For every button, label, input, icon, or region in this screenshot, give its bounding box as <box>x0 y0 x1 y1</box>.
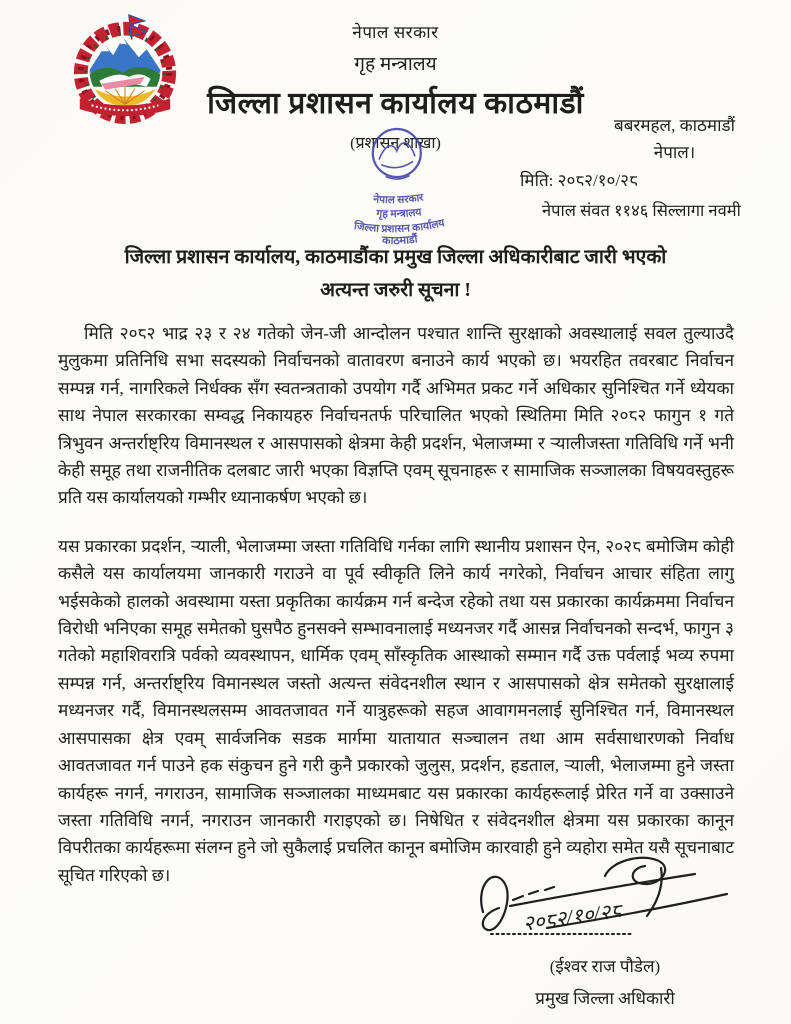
stamp-line2: गृह मन्त्रालय <box>376 207 423 221</box>
date-block <box>520 168 741 221</box>
svg-text:नेपाल सरकार <box>372 190 426 207</box>
address-line2: नेपाल। <box>653 143 696 162</box>
signature-block <box>452 850 758 1009</box>
branch-line: (प्रशासन शाखा) <box>350 135 441 152</box>
notice-title-line2: अत्यन्त जरुरी सूचना ! <box>320 280 471 301</box>
notice-title-line1: जिल्ला प्रशासन कार्यालय, काठमाडौंका प्रमुख जिल्ला अधिकारीबाट जारी भएको <box>124 247 667 268</box>
ministry-line: गृह मन्त्रालय <box>354 54 437 75</box>
svg-text:गृह मन्त्रालय <box>375 207 423 221</box>
date-line: मिति: २०८२/१०/२८ <box>520 171 638 190</box>
notice-title <box>0 241 791 307</box>
address-block <box>614 112 735 166</box>
signatory-designation: प्रमुख जिल्ला अधिकारी <box>535 989 675 1008</box>
stamp-line3: जिल्ला प्रशासन कार्यालय <box>353 217 446 236</box>
nepal-sambat-line: नेपाल संवत ११४६ सिल्लागा नवमी <box>542 201 741 220</box>
address-line1: बबरमहल, काठमाडौं <box>614 116 735 135</box>
signature-handwritten-date: २०८२/१०/२८ <box>521 898 623 936</box>
office-stamp <box>324 122 472 253</box>
office-name: जिल्ला प्रशासन कार्यालय काठमाडौं <box>207 87 584 120</box>
notice-body <box>58 320 734 889</box>
paragraph-1: मिति २०८२ भाद्र २३ र २४ गतेको जेन-जी आन्दोलन पश्चात शान्ति सुरक्षाको अवस्थालाई सवल तुल्याउदै मुलुकमा प्रतिनिधि सभा सदस्यको निर्वाचनको वातावरण बनाउने कार्य भएको छ। भयरहित तवरबाट निर्वाचन सम्पन्न गर्न, नागरिकले निर्धक्क सँग स्वतन्त्रताको उपयोग गर्दै अभिमत प्रकट गर्ने अधिकार सुनिश्चित गर्ने ध्येयका साथ नेपाल सरकारका सम्वद्ध निकायहरु निर्वाचनतर्फ परिचालित भएको स्थितिमा मिति २०८२ फागुन १ गते त्रिभुवन अन्तर्राष्ट्रिय विमानस्थल र आसपासको क्षेत्रमा केही प्रदर्शन, भेलाजम्मा र ऱ्यालीजस्ता गतिविधि गर्ने भनी केही समूह तथा राजनीतिक दलबाट जारी भएका विज्ञप्ति एवम् सूचनाहरू र सामाजिक सञ्जालका विषयवस्तुहरू प्रति यस कार्यालयको गम्भीर ध्यानाकर्षण भएको छ। <box>58 324 734 508</box>
stamp-line1: नेपाल सरकार <box>372 192 425 207</box>
government-line: नेपाल सरकार <box>352 23 439 42</box>
signature-scribble <box>455 850 755 952</box>
signatory-name: (ईश्वर राज पौडेल) <box>549 957 661 976</box>
stamp-line4: काठमाडौं <box>381 233 419 248</box>
paragraph-2: यस प्रकारका प्रदर्शन, ऱ्याली, भेलाजम्मा जस्ता गतिविधि गर्नका लागि स्थानीय प्रशासन ऐन, २०२८ बमोजिम कोही कसैले यस कार्यालयमा जानकारी गराउने वा पूर्व स्वीकृति लिने कार्य नगरेको, निर्वाचन आचार संहिता लागु भईसकेको हालको अवस्थामा यस्ता प्रकृतिका कार्यक्रम गर्न बन्देज रहेको तथा यस प्रकारका कार्यक्रममा निर्वाचन विरोधी भनिएका समूह समेतको घुसपैठ हुनसक्ने सम्भावनालाई मध्यनजर गर्दै आसन्न निर्वाचनको सन्दर्भ, फागुन ३ गतेको महाशिवरात्रि पर्वको व्यवस्थापन, धार्मिक एवम् साँस्कृतिक आस्थाको सम्मान गर्दै उक्त पर्वलाई भव्य रुपमा सम्पन्न गर्न, अन्तर्राष्ट्रिय विमानस्थल जस्तो अत्यन्त संवेदनशील स्थान र आसपासको क्षेत्र समेतको सुरक्षालाई मध्यनजर गर्दै, विमानस्थलसम्म आवतजावत गर्ने यात्रुहरूको सहज आवागमनलाई सुनिश्चित गर्न, विमानस्थल आसपासका क्षेत्र एवम् सार्वजनिक सडक मार्गमा यातायात सञ्चालन तथा आम सर्वसाधारणको निर्वाध आवतजावत गर्न पाउने हक संकुचन हुने गरी कुनै प्रकारको जुलुस, प्रदर्शन, हडताल, ऱ्याली, भेलाजम्मा हुने जस्ता कार्यहरू नगर्न, नगराउन, सामाजिक सञ्जालका माध्यमबाट यस प्रकारका कार्यहरूलाई प्रेरित गर्ने वा उक्साउने जस्ता गतिविधि नगर्न, नगराउन जानकारी गराइएको छ। निषेधित र संवेदनशील क्षेत्रमा यस प्रकारका कानून विपरीतका कार्यहरूमा संलग्न हुने जो सुकैलाई प्रचलित कानून बमोजिम कारवाही हुने व्यहोरा समेत यसै सूचनाबाट सूचित गरिएको छ। <box>58 536 734 885</box>
